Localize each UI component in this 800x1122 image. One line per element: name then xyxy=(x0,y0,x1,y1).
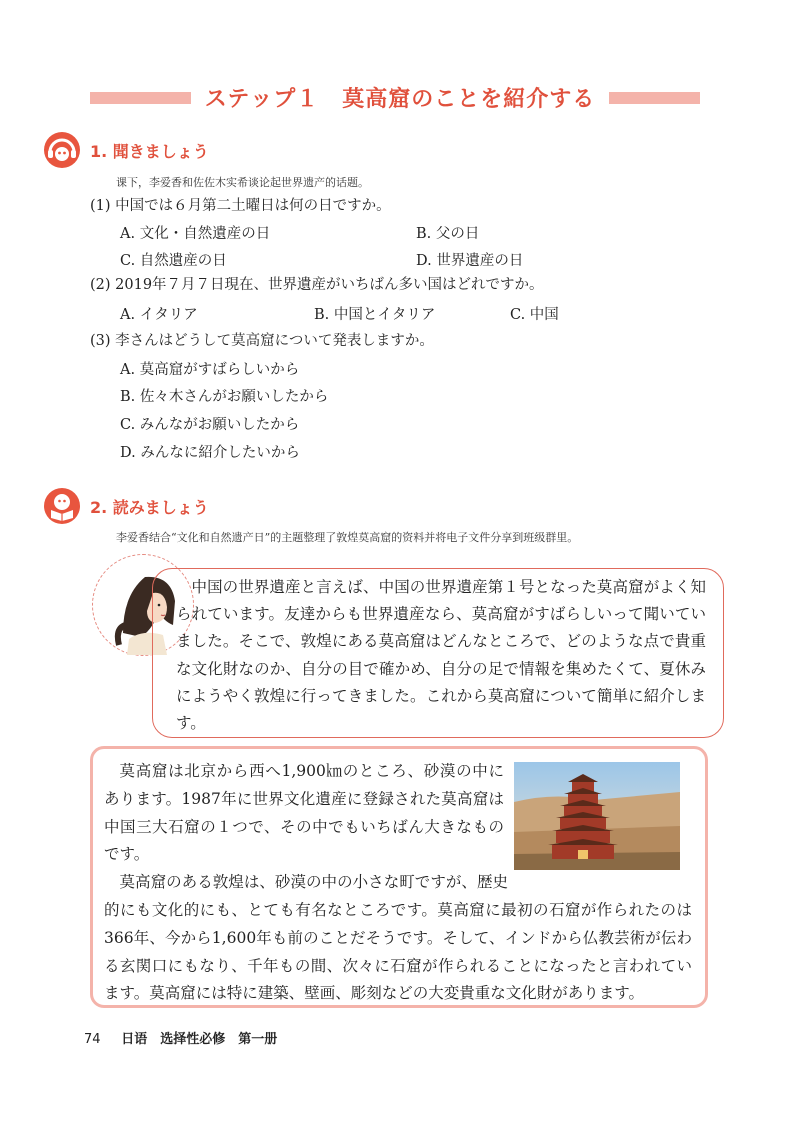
book-title: 日语 选择性必修 第一册 xyxy=(121,1032,278,1047)
page-title-text: ステップ１ 莫高窟のことを紹介する xyxy=(191,87,610,112)
page-title xyxy=(0,82,800,113)
section1-title: 1. 聞きましょう xyxy=(90,142,209,161)
page-number: 74 xyxy=(84,1032,101,1047)
q1-option-a: A. 文化・自然遺産の日 xyxy=(120,226,271,242)
reading-book-icon xyxy=(44,488,80,524)
listening-face-icon xyxy=(44,132,80,168)
section2-title: 2. 読みましょう xyxy=(90,498,209,517)
question-2: (2) 2019年７月７日現在、世界遺産がいちばん多い国はどれですか。 xyxy=(90,277,544,293)
q3-option-d: D. みんなに紹介したいから xyxy=(120,445,300,461)
info-text xyxy=(104,758,692,1008)
q2-option-c: C. 中国 xyxy=(510,307,559,323)
q3-option-b: B. 佐々木さんがお願いしたから xyxy=(120,389,329,405)
speech-text: 中国の世界遺産と言えば、中国の世界遺産第１号となった莫高窟がよく知られています。友達からも世界遺産なら、莫高窟がすばらしいって聞いていました。そこで、敦煌にある莫高窟はどんなところで、どのような点で貴重な文化財なのか、自分の目で確かめ、自分の足で情報を集めたくて、夏休みにようやく敦煌に行ってきました。これから莫高窟について簡単に紹介します。 xyxy=(176,578,706,733)
footer xyxy=(84,1028,277,1047)
question-3: (3) 李さんはどうして莫高窟について発表しますか。 xyxy=(90,333,434,349)
section1-note: 课下，李爱香和佐佐木实希谈论起世界遗产的话题。 xyxy=(116,176,369,189)
q3-option-a: A. 莫高窟がすばらしいから xyxy=(120,362,300,378)
q3-option-c: C. みんながお願いしたから xyxy=(120,417,300,433)
section2-note: 李爱香结合“文化和自然遗产日”的主题整理了敦煌莫高窟的资料并将电子文件分享到班级群里。 xyxy=(116,531,579,544)
q2-option-b: B. 中国とイタリア xyxy=(314,307,436,323)
q1-option-d: D. 世界遺産の日 xyxy=(416,253,524,269)
q2-option-a: A. イタリア xyxy=(120,307,198,323)
q1-option-b: B. 父の日 xyxy=(416,226,480,242)
q1-option-c: C. 自然遺産の日 xyxy=(120,253,227,269)
info-paragraph-1: 莫高窟は北京から西へ1,900㎞のところ、砂漠の中にあります。1987年に世界文化遺産に登録された莫高窟は中国三大石窟の１つで、その中でもいちばん大きなものです。 xyxy=(104,762,504,864)
info-paragraph-2: 莫高窟のある敦煌は、砂漠の中の小さな町ですが、歴史的にも文化的にも、とても有名なところです。莫高窟に最初の石窟が作られたのは366年、今から1,600年も前のことだそうです。そして、インドから仏教芸術が伝わる玄関口にもなり、千年もの間、次々に石窟が作られることになったと言われています。莫高窟には特に建築、壁画、彫刻などの大変貴重な文化財があります。 xyxy=(104,873,692,1003)
question-1: (1) 中国では６月第二土曜日は何の日ですか。 xyxy=(90,198,391,214)
